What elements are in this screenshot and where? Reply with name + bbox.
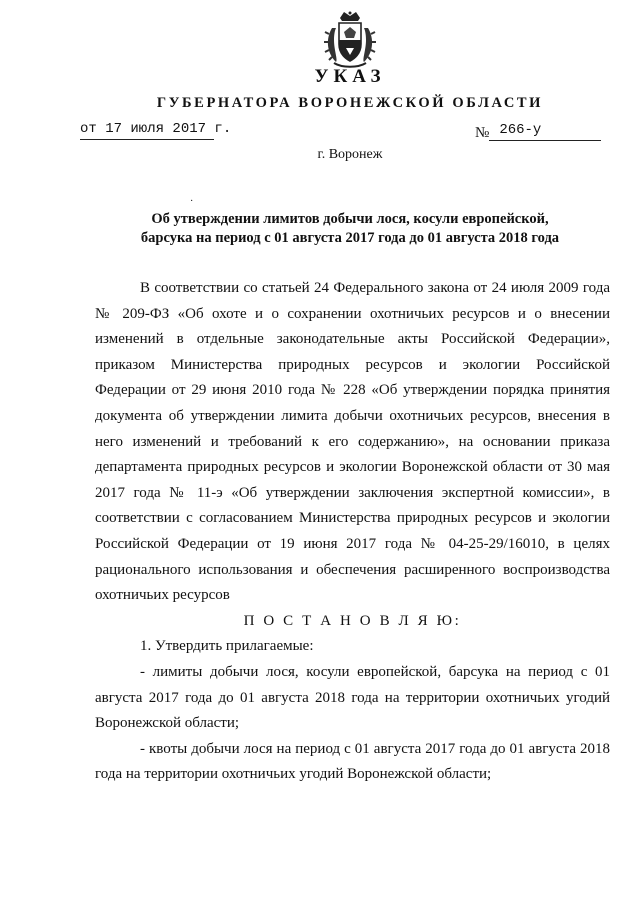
decree-title: УКАЗ — [314, 66, 386, 87]
scan-speck: · — [190, 196, 194, 207]
item-1-b: - квоты добычи лося на период с 01 августа 2017 года до 01 августа 2018 года на территории охотничьих угодий Воронежской области; — [95, 740, 610, 783]
number-value: 266-у — [489, 122, 601, 141]
preamble-paragraph: В соответствии со статьей 24 Федерального закона от 24 июля 2009 года № 209-ФЗ «Об охоте и о сохранении охотничьих ресурсов и о внесении изменений в отдельные законодательные акты Российской Федерации», приказом Министерства природных ресурсов и экологии Российской Федерации от 29 июня 2010 года № 228 «Об утверждении порядка принятия документа об утверждении лимита добычи охотничьих ресурсов, внесения в него изменений и требований к его содержанию», на основании приказа департамента природных ресурсов и экологии Воронежской области от 30 мая 2017 года № 11-э «Об утверждении заключения экспертной комиссии», в соответствии с согласованием Министерства природных ресурсов и экологии Российской Федерации от 19 июня 2017 года № 04-25-29/16010, в целях рационального использования и обеспечения расширенного воспроизводства охотничьих ресурсов — [95, 280, 610, 604]
document-heading — [100, 210, 600, 248]
heading-line-1: Об утверждении лимитов добычи лося, косули европейской, — [151, 211, 549, 227]
decree-number — [475, 121, 605, 141]
heading-line-2: барсука на период с 01 августа 2017 года до 01 августа 2018 года — [140, 230, 560, 246]
document-body — [95, 276, 610, 788]
item-1: 1. Утвердить прилагаемые: — [140, 638, 314, 655]
city-label: г. Воронеж — [317, 147, 383, 162]
decree-date: от 17 июля 2017 г. — [80, 121, 214, 140]
item-1-a: - лимиты добычи лося, косули европейской, барсука на период с 01 августа 2017 года до 01 августа 2018 года на территории охотничьих угодий Воронежской области; — [95, 663, 610, 732]
coat-of-arms-icon — [322, 10, 378, 70]
decree-word: П О С Т А Н О В Л Я Ю: — [243, 612, 462, 629]
governor-title: ГУБЕРНАТОРА ВОРОНЕЖСКОЙ ОБЛАСТИ — [156, 95, 544, 111]
number-sign: № — [475, 125, 490, 141]
